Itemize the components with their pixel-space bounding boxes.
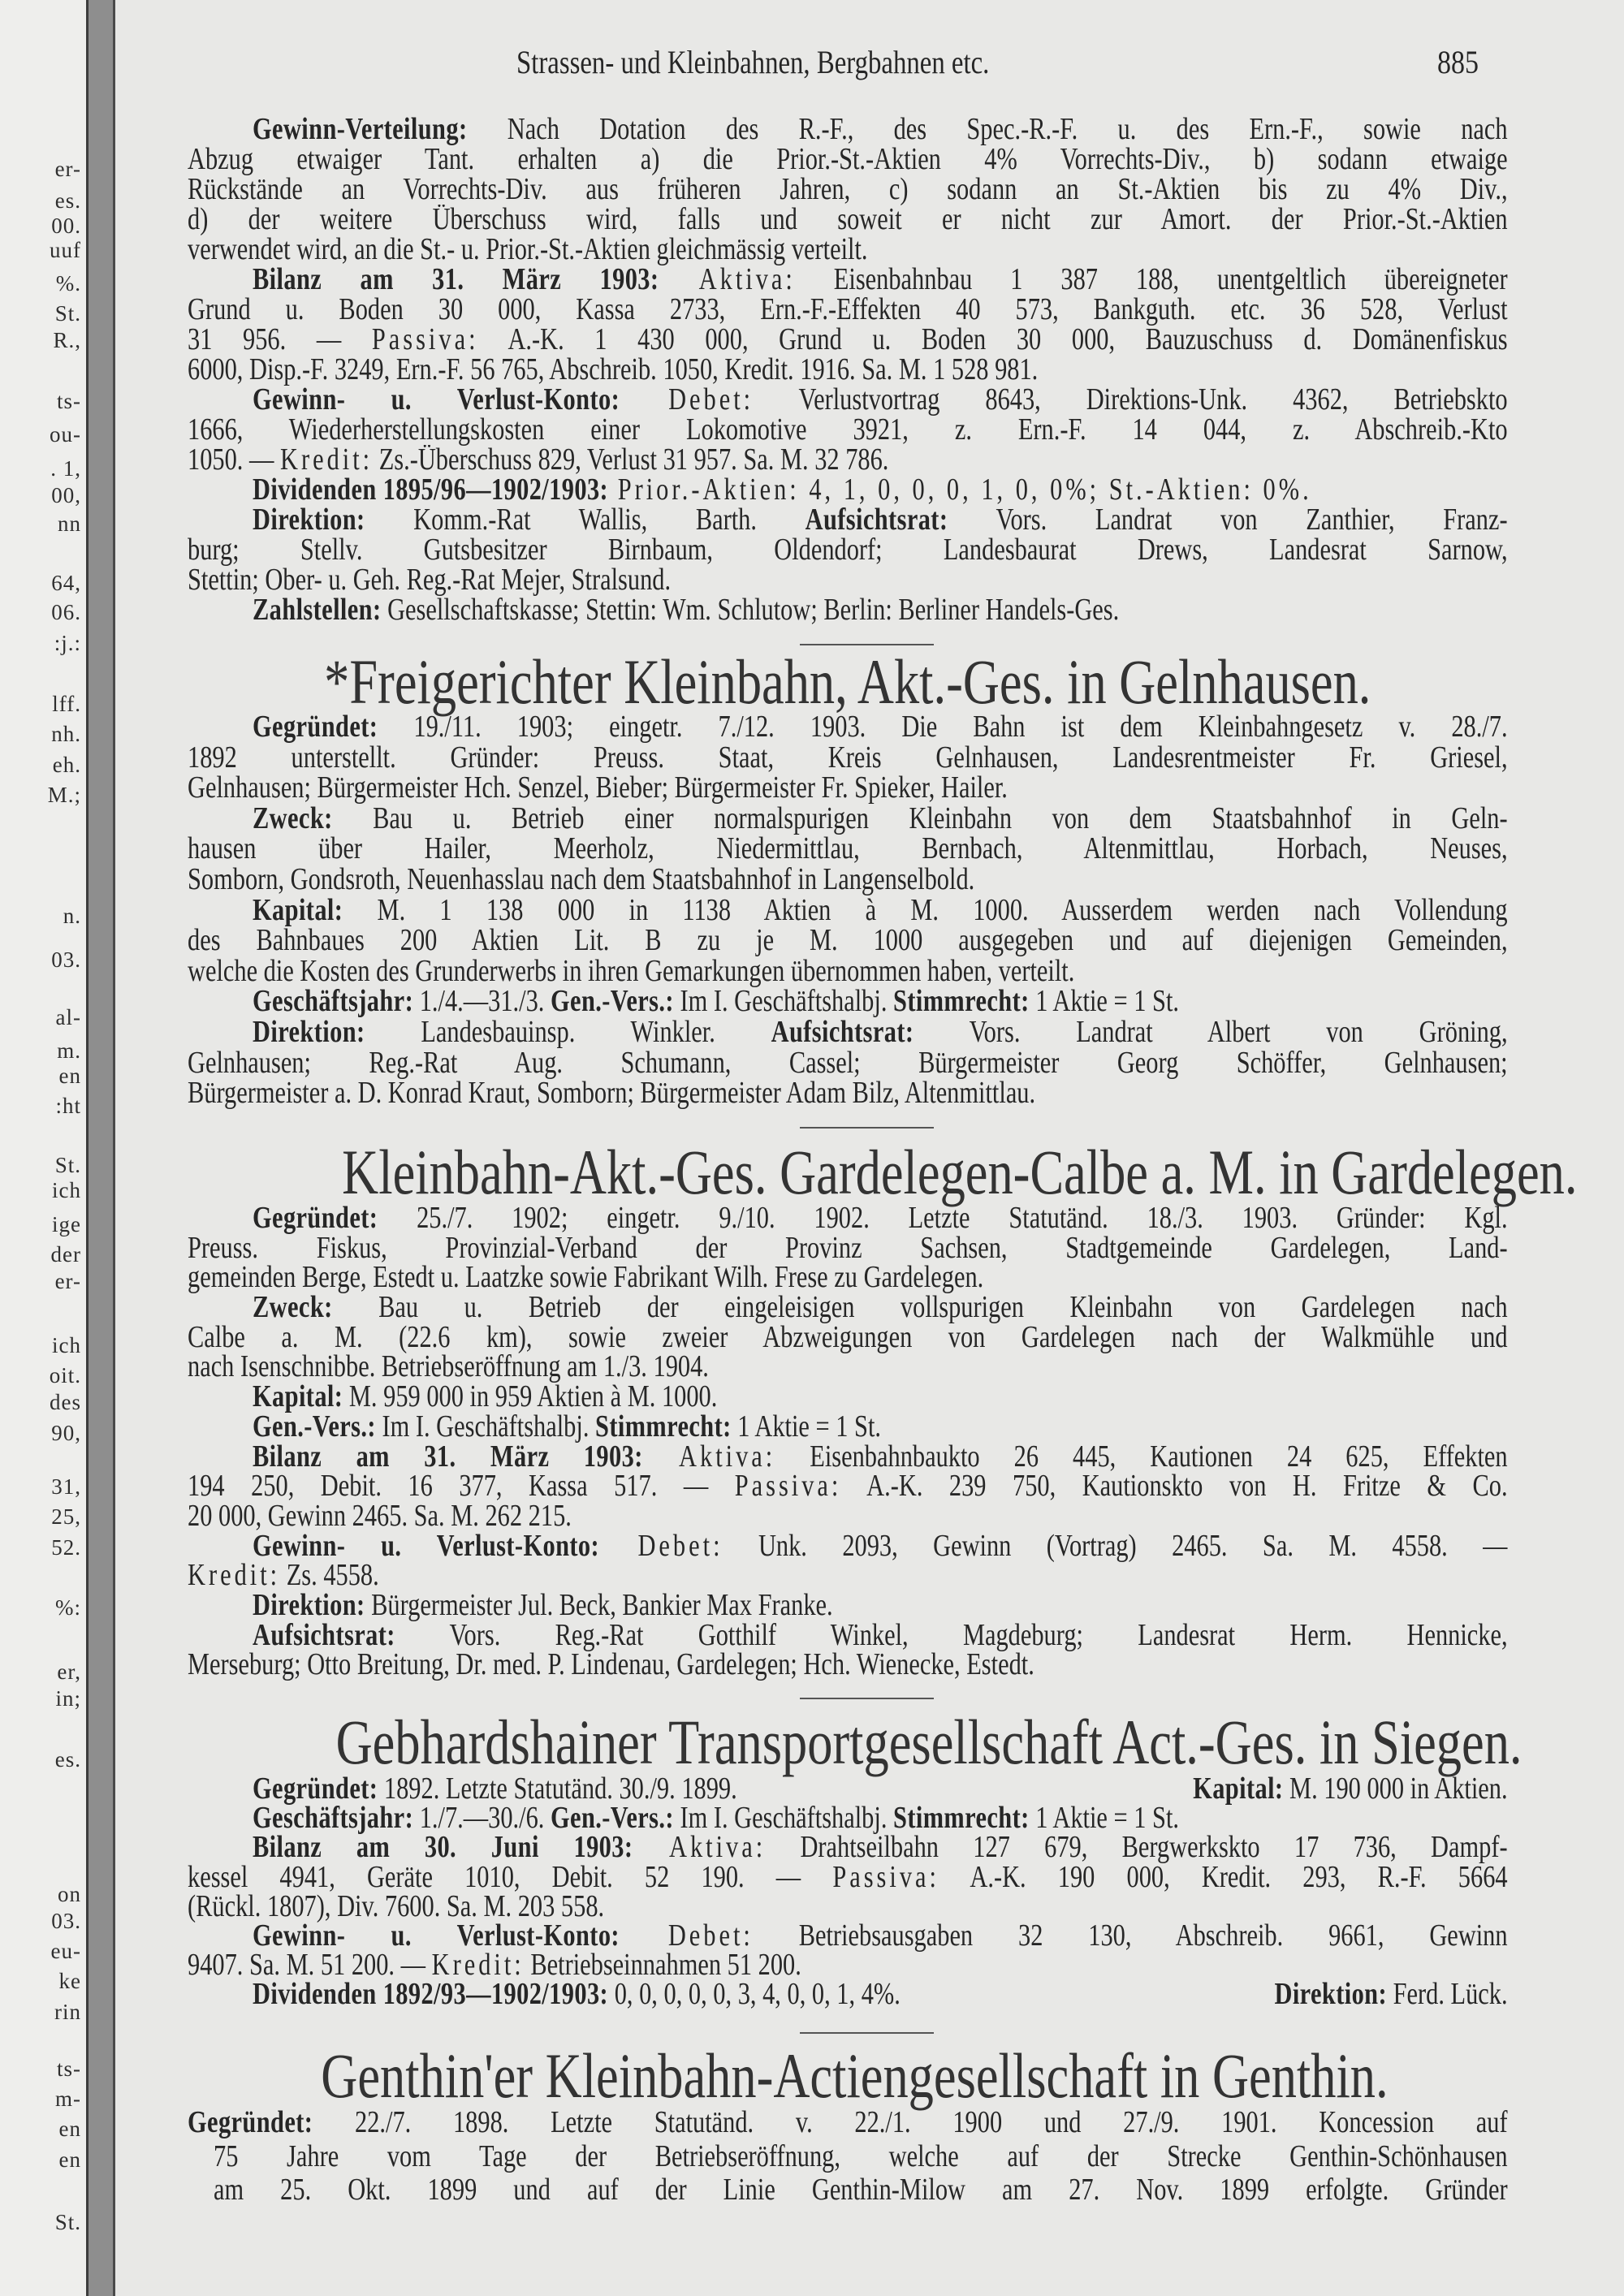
entry-title: *Freigerichter Kleinbahn, Akt.-Ges. in Gelnhausen.: [324, 646, 1371, 717]
text-run: Betriebseinnahmen 51 200.: [524, 1950, 801, 1983]
margin-fragment: rin: [54, 2000, 81, 2024]
text-run: hausen über Hailer, Meerholz, Niedermittlau, Bernbach, Altenmittlau, Horbach, Neuses,: [188, 834, 1508, 866]
margin-fragment: en: [58, 2147, 81, 2172]
text-run: 75 Jahre vom Tage der Betriebseröffnung, welche auf der Strecke Genthin-Schönhausen: [214, 2139, 1508, 2173]
text-run: nach Isenschnibbe. Betriebseröffnung am 1./3. 1904.: [188, 1352, 709, 1384]
bold-label: Kapital:: [253, 895, 343, 927]
margin-fragment: R.,: [53, 328, 81, 352]
text-run: 1 Aktie = 1 St.: [731, 1411, 881, 1444]
text-line: [188, 1501, 1508, 1531]
text-run: Verlustvortrag 8643, Direktions-Unk. 4362, Betriebskto: [754, 385, 1508, 416]
bold-label: Gegründet:: [253, 712, 378, 744]
text-run: Vors. Landrat von Zanthier, Franz-: [948, 505, 1508, 537]
text-line: [188, 804, 1508, 835]
text-line: [188, 355, 1508, 385]
text-line: [188, 1293, 1508, 1323]
text-run: Rückstände an Vorrechts-Div. aus früheren Jahren, c) sodann an St.-Aktien bis zu 4% Div.,: [188, 175, 1508, 206]
bold-label: Dividenden 1892/93—1902/1903:: [253, 1979, 609, 2012]
bold-label: Gewinn- u. Verlust-Konto:: [253, 1530, 600, 1563]
text-run: Bau u. Betrieb der eingeleisigen vollspurigen Kleinbahn von Gardelegen nach: [332, 1293, 1508, 1325]
entry-title-freigerichter: [188, 646, 1508, 717]
text-line: [188, 595, 1508, 625]
bold-label: Aufsichtsrat:: [771, 1016, 914, 1049]
entry-genthiner-kleinbahn: [188, 2106, 1508, 2208]
paragraph: [188, 2106, 1508, 2208]
text-run: 1892. Letzte Statutänd. 30./9. 1899.: [378, 1774, 737, 1806]
margin-fragment: in;: [55, 1686, 81, 1711]
text-run: Im I. Geschäftshalbj.: [673, 1803, 894, 1836]
margin-fragment: ou-: [50, 422, 81, 447]
bold-label: Stimmrecht:: [595, 1411, 732, 1444]
text-run: 31 956. —: [188, 325, 372, 356]
text-line: [188, 1323, 1508, 1353]
text-line: [188, 114, 1508, 145]
paragraph: [188, 1293, 1508, 1382]
text-line: [188, 535, 1508, 565]
text-line: [188, 1950, 1508, 1983]
text-run: Im I. Geschäftshalbj.: [375, 1411, 596, 1444]
text-line: [188, 1920, 1508, 1953]
entry-kleinbahn-gardelegen-calbe: [188, 1203, 1508, 1680]
text-run: Zs.-Überschuss 829, Verlust 31 957. Sa. M. 32 786.: [373, 445, 889, 477]
text-line: [188, 1772, 1508, 1806]
text-run: Stettin; Ober- u. Geh. Reg.-Rat Mejer, Stralsund.: [188, 565, 672, 597]
text-line: [188, 896, 1508, 926]
paragraph: [188, 1412, 1508, 1442]
margin-fragment: %.: [55, 271, 81, 296]
text-line: [188, 1442, 1508, 1472]
margin-fragment: M.;: [47, 783, 81, 807]
bold-label: Gewinn-Verteilung:: [253, 114, 468, 146]
paragraph: [188, 1977, 1508, 2012]
text-line: [188, 145, 1508, 175]
page-number: 885: [1437, 44, 1479, 80]
text-line: [188, 1650, 1508, 1680]
entry-title-gebhardshainer: [188, 1707, 1522, 1777]
text-line: [188, 565, 1508, 595]
margin-fragment: St.: [54, 1153, 81, 1177]
spaced-text: Aktiva:: [633, 1832, 767, 1865]
spaced-text: Passiva:: [371, 325, 479, 356]
bold-label: Gewinn- u. Verlust-Konto:: [253, 1920, 620, 1953]
bold-label: Bilanz am 31. März 1903:: [253, 1441, 643, 1474]
margin-fragment: St.: [54, 2210, 81, 2234]
margin-fragment: :ht: [55, 1094, 81, 1118]
paragraph: [188, 1530, 1508, 1593]
text-run: Betriebsausgaben 32 130, Abschreib. 9661, Gewinn: [753, 1920, 1508, 1953]
text-run: Gelnhausen; Bürgermeister Hch. Senzel, Bieber; Bürgermeister Fr. Spieker, Hailer.: [188, 773, 1008, 805]
section-divider: [800, 644, 934, 645]
text-run: Drahtseilbahn 127 679, Bergwerkskto 17 736, Dampf-: [766, 1832, 1508, 1865]
margin-fragment: 03.: [51, 1909, 81, 1933]
bold-label: Direktion:: [253, 1016, 365, 1049]
text-run: 20 000, Gewinn 2465. Sa. M. 262 215.: [188, 1500, 572, 1533]
bold-label: Gegründet:: [253, 1774, 378, 1806]
page-header: [0, 42, 1624, 83]
bold-label: Geschäftsjahr:: [253, 986, 414, 1019]
text-line: [188, 505, 1508, 535]
text-run: M. 959 000 in 959 Aktien à M. 1000.: [343, 1382, 718, 1414]
margin-fragment: eu-: [50, 1939, 81, 1963]
text-line: [188, 205, 1508, 235]
text-line: [188, 1352, 1508, 1382]
text-line: [188, 1892, 1508, 1921]
paragraph: [188, 804, 1508, 896]
margin-fragment: 03.: [51, 947, 81, 972]
entry-continued-from-previous-page: [188, 114, 1508, 625]
bold-label: Aufsichtsrat:: [253, 1620, 395, 1652]
text-line: [188, 2173, 1508, 2208]
text-run: A.-K. 1 430 000, Grund u. Boden 30 000, Bauzuschuss d. Domänenfiskus: [478, 325, 1508, 356]
text-run: M. 1 138 000 in 1138 Aktien à M. 1000. Ausserdem werden nach Vollendung: [343, 895, 1508, 927]
spaced-text: Kredit:: [280, 445, 374, 477]
margin-fragment: es.: [54, 1747, 81, 1772]
bold-label: Aufsichtsrat:: [805, 505, 948, 537]
bold-label: Gen.-Vers.:: [551, 986, 674, 1019]
margin-fragment: er-: [54, 157, 81, 181]
text-run: 1./4.—31./3.: [413, 986, 551, 1019]
text-line: [188, 1531, 1508, 1561]
bold-label: Stimmrecht:: [893, 1803, 1030, 1836]
text-line: [188, 1048, 1508, 1079]
margin-fragment: %:: [55, 1595, 81, 1620]
text-run: d) der weitere Überschuss wird, falls und soweit er nicht zur Amort. der Prior.-St.-Aktien: [188, 205, 1508, 236]
paragraph: [188, 1203, 1508, 1293]
text-run: Im I. Geschäftshalbj.: [673, 986, 894, 1019]
bold-label: Dividenden 1895/96—1902/1903:: [253, 475, 609, 507]
margin-fragment: 64,: [51, 571, 81, 595]
text-run: 1892 unterstellt. Gründer: Preuss. Staat, Kreis Gelnhausen, Landesrentmeister Fr. Griesel,: [188, 742, 1508, 775]
margin-fragment: n.: [63, 904, 81, 928]
entry-title: Gebhardshainer Transportgesellschaft Act.-Ges. in Siegen.: [335, 1707, 1522, 1777]
margin-fragment: 06.: [51, 600, 81, 624]
text-run: A.-K. 190 000, Kredit. 293, R.-F. 5664: [939, 1862, 1508, 1894]
text-run: Bürgermeister a. D. Konrad Kraut, Somborn; Bürgermeister Adam Bilz, Altenmittlau.: [188, 1078, 1036, 1111]
text-line: [188, 1262, 1508, 1293]
margin-fragment: 31,: [51, 1474, 81, 1499]
paragraph: [188, 1382, 1508, 1412]
book-binding-gutter: [86, 0, 115, 2296]
paragraph: [188, 986, 1508, 1017]
margin-fragment: 25,: [51, 1504, 81, 1529]
margin-fragment: 00.: [51, 214, 81, 238]
text-run: Grund u. Boden 30 000, Kassa 2733, Ern.-F.-Effekten 40 573, Bankguth. etc. 36 528, Verlust: [188, 295, 1508, 326]
text-line: [188, 265, 1508, 295]
text-run: 1 Aktie = 1 St.: [1029, 1803, 1179, 1836]
bold-label: Zahlstellen:: [253, 595, 382, 627]
line-main: [214, 2173, 1508, 2211]
spaced-text: Aktiva:: [642, 1441, 776, 1474]
running-title: Strassen- und Kleinbahnen, Bergbahnen etc.: [516, 44, 990, 80]
text-run: kessel 4941, Geräte 1010, Debit. 52 190. —: [188, 1862, 833, 1894]
text-run: Ferd. Lück.: [1387, 1977, 1508, 2012]
paragraph: [188, 1920, 1508, 1983]
text-line: [188, 235, 1508, 265]
text-run: Vors. Reg.-Rat Gotthilf Winkel, Magdeburg; Landesrat Herm. Hennicke,: [395, 1620, 1508, 1652]
text-run: A.-K. 239 750, Kautionskto von H. Fritze & Co.: [841, 1471, 1508, 1504]
margin-fragment: ich: [52, 1178, 81, 1202]
bold-label: Gen.-Vers.:: [551, 1803, 674, 1836]
spaced-text: Debet:: [619, 1920, 754, 1953]
text-line: [188, 475, 1508, 505]
margin-fragment: m.: [57, 1038, 81, 1063]
text-line: [188, 986, 1508, 1017]
text-run: gemeinden Berge, Estedt u. Laatzke sowie Fabrikant Wilh. Frese zu Gardelegen.: [188, 1262, 984, 1295]
text-run: verwendet wird, an die St.- u. Prior.-St.-Aktien gleichmässig verteilt.: [188, 235, 868, 266]
margin-fragment: ts-: [57, 389, 81, 413]
line-main: [253, 1979, 1248, 2017]
text-run: Komm.-Rat Wallis, Barth.: [365, 505, 806, 537]
text-line: [188, 773, 1508, 804]
bold-label: Stimmrecht:: [893, 986, 1030, 1019]
text-run: burg; Stellv. Gutsbesitzer Birnbaum, Oldendorf; Landesbaurat Drews, Landesrat Sarnow,: [188, 535, 1508, 567]
margin-fragment: on: [58, 1882, 81, 1906]
margin-fragment: nh.: [51, 722, 81, 746]
text-run: 1 Aktie = 1 St.: [1029, 986, 1179, 1019]
paragraph: [188, 505, 1508, 595]
margin-fragment: nn: [58, 511, 81, 536]
text-run: (Rückl. 1807), Div. 7600. Sa. M. 203 558.: [188, 1891, 605, 1923]
paragraph: [188, 265, 1508, 385]
margin-fragment: oit.: [49, 1363, 81, 1388]
text-run: Calbe a. M. (22.6 km), sowie zweier Abzweigungen von Gardelegen nach der Walkmühle und: [188, 1322, 1508, 1354]
entry-title: Genthin'er Kleinbahn-Actiengesellschaft in Genthin.: [321, 2040, 1389, 2111]
entry-freigerichter-kleinbahn: [188, 712, 1508, 1109]
text-line: [188, 743, 1508, 774]
margin-fragment: ke: [58, 1969, 81, 1993]
bold-label: Geschäftsjahr:: [253, 1803, 414, 1836]
margin-fragment: er,: [57, 1659, 81, 1684]
text-run: Nach Dotation des R.-F., des Spec.-R.-F. u. des Ern.-F., sowie nach: [467, 114, 1508, 146]
text-line: [188, 834, 1508, 865]
spaced-text: Kredit:: [188, 1560, 281, 1593]
spaced-text: Debet:: [620, 385, 754, 416]
text-line: [188, 1560, 1508, 1593]
bold-label: Gegründet:: [188, 2106, 313, 2139]
text-run: 1666, Wiederherstellungskosten einer Lokomotive 3921, z. Ern.-F. 14 044, z. Abschreib.-Kto: [188, 415, 1508, 447]
bold-label: Bilanz am 30. Juni 1903:: [253, 1832, 633, 1865]
text-line: [188, 1233, 1508, 1263]
text-run: am 25. Okt. 1899 und auf der Linie Genthin-Milow am 27. Nov. 1899 erfolgte. Gründer: [214, 2173, 1508, 2207]
bold-label: Bilanz am 31. März 1903:: [253, 265, 659, 296]
paragraph: [188, 1590, 1508, 1621]
text-line: [188, 415, 1508, 445]
text-line: [188, 385, 1508, 415]
text-line: [188, 2106, 1508, 2140]
paragraph: [188, 712, 1508, 804]
spaced-text: Kredit:: [431, 1950, 525, 1983]
text-run: 1./7.—30./6.: [413, 1803, 551, 1836]
text-line: [188, 865, 1508, 896]
text-run: Abzug etwaiger Tant. erhalten a) die Prior.-St.-Aktien 4% Vorrechts-Div., b) sodann etwaige: [188, 145, 1508, 176]
spaced-text: Aktiva:: [659, 265, 796, 296]
text-run: Eisenbahnbau 1 387 188, unentgeltlich übereigneter: [795, 265, 1508, 296]
paragraph: [188, 896, 1508, 987]
section-divider: [800, 2032, 934, 2034]
margin-fragment: ige: [52, 1212, 81, 1236]
text-line: [188, 1471, 1508, 1504]
spaced-text: Passiva:: [734, 1471, 842, 1504]
line-main: [188, 1078, 1508, 1116]
text-run: 9407. Sa. M. 51 200. —: [188, 1950, 432, 1983]
entry-title-gardelegen: [188, 1137, 1578, 1207]
margin-fragment: al-: [55, 1005, 81, 1029]
text-run: Zs. 4558.: [280, 1560, 379, 1593]
text-line: [188, 2140, 1508, 2174]
text-line: [188, 1412, 1508, 1442]
bold-label: Kapital:: [253, 1382, 343, 1414]
text-run: Somborn, Gondsroth, Neuenhasslau nach dem Staatsbahnhof in Langenselbold.: [188, 864, 975, 896]
bold-label: Gegründet:: [253, 1203, 378, 1235]
text-run: welche die Kosten des Grunderwerbs in ihren Gemarkungen übernommen haben, verteilt.: [188, 956, 1075, 988]
paragraph: [188, 1772, 1508, 1806]
margin-fragment: St.: [54, 301, 81, 326]
text-run: 1050. —: [188, 445, 280, 477]
margin-fragment: m-: [55, 2087, 81, 2111]
text-line: [188, 712, 1508, 743]
margin-fragment: eh.: [52, 753, 81, 777]
text-line: [188, 926, 1508, 956]
text-line: [188, 325, 1508, 355]
bold-label: Zweck:: [253, 803, 333, 835]
text-line: [188, 1203, 1508, 1233]
paragraph: [188, 1803, 1508, 1836]
text-run: Landesbauinsp. Winkler.: [365, 1016, 771, 1049]
text-line: [188, 1862, 1508, 1892]
margin-fragment: er-: [54, 1269, 81, 1293]
text-line: [188, 295, 1508, 325]
paragraph: [188, 1621, 1508, 1680]
text-run: Gesellschaftskasse; Stettin: Wm. Schlutow; Berlin: Berliner Handels-Ges.: [381, 595, 1120, 627]
text-line: [188, 1977, 1508, 2012]
margin-fragment: 52.: [51, 1535, 81, 1560]
entry-gebhardshainer-transport: [188, 1772, 1508, 2012]
text-line: [188, 1078, 1508, 1109]
paragraph: [188, 1017, 1508, 1109]
line-main: [214, 2140, 1508, 2177]
text-run: 25./7. 1902; eingetr. 9./10. 1902. Letzte Statutänd. 18./3. 1903. Gründer: Kgl.: [378, 1203, 1508, 1235]
text-run: Eisenbahnbaukto 26 445, Kautionen 24 625, Effekten: [775, 1441, 1508, 1474]
spaced-text: Passiva:: [832, 1862, 939, 1894]
paragraph: [188, 475, 1508, 505]
text-run: des Bahnbaues 200 Aktien Lit. B zu je M. 1000 ausgegeben und auf diejenigen Gemeinden,: [188, 926, 1508, 958]
text-line: [188, 1017, 1508, 1048]
line-right: [1274, 1977, 1508, 2012]
line-right: [1193, 1772, 1508, 1806]
margin-fragment: en: [58, 1064, 81, 1088]
text-run: 22./7. 1898. Letzte Statutänd. v. 22./1. 1900 und 27./9. 1901. Koncession auf: [313, 2106, 1508, 2139]
text-line: [188, 1803, 1508, 1836]
margin-fragment: uuf: [50, 238, 81, 262]
margin-fragment: es.: [54, 188, 81, 213]
bold-label: Gen.-Vers.:: [253, 1411, 376, 1444]
bold-label: Kapital:: [1193, 1772, 1284, 1806]
margin-fragment: 00,: [51, 483, 81, 507]
margin-fragment: :j.:: [54, 631, 81, 655]
paragraph: [188, 1442, 1508, 1531]
line-main: [188, 2106, 1508, 2143]
bold-label: Zweck:: [253, 1293, 333, 1325]
text-run: Merseburg; Otto Breitung, Dr. med. P. Lindenau, Gardelegen; Hch. Wienecke, Estedt.: [188, 1650, 1034, 1682]
text-run: M. 190 000 in Aktien.: [1283, 1772, 1508, 1806]
entry-title-genthin: [188, 2040, 1508, 2111]
bold-label: Direktion:: [253, 505, 365, 537]
paragraph: [188, 385, 1508, 475]
text-line: [188, 1590, 1508, 1621]
text-run: 0, 0, 0, 0, 0, 3, 4, 0, 0, 1, 4%.: [608, 1979, 901, 2012]
margin-fragment: der: [50, 1242, 81, 1267]
margin-fragment: ich: [52, 1333, 81, 1357]
text-run: 194 250, Debit. 16 377, Kassa 517. —: [188, 1471, 735, 1504]
bold-label: Direktion:: [1274, 1977, 1388, 2012]
text-run: 6000, Disp.-F. 3249, Ern.-F. 56 765, Abschreib. 1050, Kredit. 1916. Sa. M. 1 528 981.: [188, 355, 1039, 386]
section-divider: [800, 1698, 934, 1699]
text-run: Vors. Landrat Albert von Gröning,: [914, 1016, 1508, 1049]
text-run: Gelnhausen; Reg.-Rat Aug. Schumann, Cassel; Bürgermeister Georg Schöffer, Gelnhausen;: [188, 1047, 1508, 1080]
line-main: [253, 595, 1508, 632]
text-line: [188, 956, 1508, 987]
margin-fragment: 90,: [51, 1421, 81, 1445]
margin-fragment: des: [50, 1390, 81, 1414]
spaced-text: Debet:: [599, 1530, 723, 1563]
section-divider: [800, 1127, 934, 1129]
paragraph: [188, 595, 1508, 625]
line-main: [188, 1650, 1508, 1687]
margin-fragment: en: [58, 2117, 81, 2141]
entry-title: Kleinbahn-Akt.-Ges. Gardelegen-Calbe a. M. in Gardelegen.: [342, 1137, 1578, 1207]
text-line: [188, 445, 1508, 475]
text-line: [188, 1621, 1508, 1651]
margin-fragment: lff.: [52, 692, 81, 716]
text-line: [188, 175, 1508, 205]
text-run: Bürgermeister Jul. Beck, Bankier Max Franke.: [365, 1590, 833, 1622]
text-line: [188, 1832, 1508, 1865]
spaced-text: Prior.-Aktien: 4, 1, 0, 0, 0, 1, 0, 0%; St.-Aktien: 0%.: [608, 475, 1312, 507]
margin-fragment: ts-: [57, 2056, 81, 2081]
text-run: Unk. 2093, Gewinn (Vortrag) 2465. Sa. M. 4558. —: [723, 1530, 1508, 1563]
paragraph: [188, 114, 1508, 265]
bold-label: Gewinn- u. Verlust-Konto:: [253, 385, 620, 416]
text-run: 19./11. 1903; eingetr. 7./12. 1903. Die Bahn ist dem Kleinbahngesetz v. 28./7.: [378, 712, 1508, 744]
text-run: Bau u. Betrieb einer normalspurigen Kleinbahn von dem Staatsbahnhof in Geln-: [332, 803, 1508, 835]
paragraph: [188, 1832, 1508, 1921]
bold-label: Direktion:: [253, 1590, 365, 1622]
text-line: [188, 1382, 1508, 1412]
margin-fragment: . 1,: [50, 456, 81, 481]
text-run: Preuss. Fiskus, Provinzial-Verband der Provinz Sachsen, Stadtgemeinde Gardelegen, Land-: [188, 1232, 1508, 1265]
